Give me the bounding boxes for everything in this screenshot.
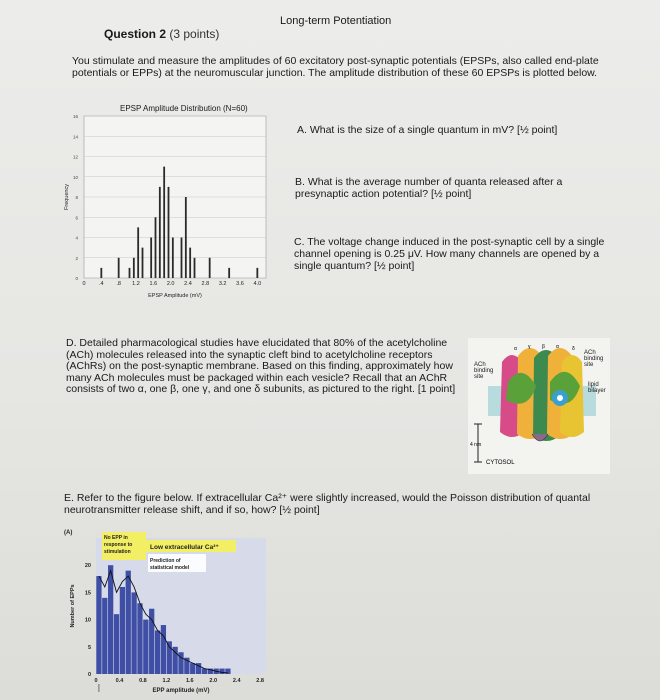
chart2-xtick-label: 0.4 bbox=[115, 678, 124, 684]
chart1-xtick-label: 2.8 bbox=[201, 281, 210, 287]
question-b: B. What is the average number of quanta released after a presynaptic action potential? [½ point] bbox=[295, 176, 563, 200]
question-c: C. The voltage change induced in the post-synaptic cell by a single channel opening is 0.25 μV. How many channels are opened by a single quantum? [½ point] bbox=[294, 236, 605, 272]
chart1-ytick-label: 4 bbox=[75, 235, 78, 241]
chart2-ytick-label: 20 bbox=[84, 563, 91, 570]
chart1-bar bbox=[142, 248, 144, 278]
chart1-epsp-distribution bbox=[56, 110, 278, 310]
chart1-xtick-label: 3.6 bbox=[236, 281, 244, 287]
chart2-xtick-label: 1.2 bbox=[162, 678, 171, 684]
question-d: D. Detailed pharmacological studies have elucidated that 80% of the acetylcholine (ACh) molecules released into the synaptic cleft bind to acetylcholine receptors (AChRs) on the post-synaptic membrane. Based on this finding, approximately how many ACh molecules must be packaged within each vesicle? Recall that an AChR consists of two α, one β, one γ, and one δ subunits, as pictured to the right. [1 point] bbox=[66, 337, 456, 395]
chart2-xtick-label: 2.8 bbox=[256, 678, 264, 684]
chart1-xtick-label: 0 bbox=[82, 281, 86, 287]
ach-binding-label-left: ACh binding site bbox=[474, 362, 494, 380]
chart1-bar bbox=[133, 258, 135, 278]
chart2-no-epp-text: stimulation bbox=[104, 549, 131, 555]
chart1-bar bbox=[181, 238, 183, 279]
chart2-bar bbox=[96, 576, 101, 674]
chart2-bar bbox=[137, 603, 142, 674]
chart2-bar bbox=[219, 669, 224, 674]
chart1-xtick-label: 1.6 bbox=[149, 281, 158, 287]
chart2-ytick-label: 0 bbox=[87, 672, 91, 678]
chart1-ylabel: Frequency bbox=[64, 184, 70, 210]
chart1-bar bbox=[155, 217, 157, 278]
chart1-bar bbox=[209, 258, 211, 278]
chart1-ytick-label: 14 bbox=[72, 134, 78, 140]
subunit-label-5: δ bbox=[572, 346, 575, 352]
chart2-xtick-label: 0 bbox=[94, 678, 98, 684]
chart1-bar bbox=[137, 227, 139, 278]
chart2-xtick-label: 2.4 bbox=[232, 678, 241, 684]
subunit-label-3: β bbox=[542, 344, 545, 350]
chart2-no-epp-text: response to bbox=[104, 542, 133, 548]
chart2-bar bbox=[143, 620, 148, 674]
chart1-xlabel: EPSP Amplitude (mV) bbox=[148, 293, 202, 299]
chart2-xtick-label: 2.0 bbox=[209, 678, 218, 684]
chart1-bar bbox=[129, 268, 131, 278]
chart2-bar bbox=[161, 625, 166, 674]
chart1-bar bbox=[194, 258, 196, 278]
chart1-ytick-label: 8 bbox=[75, 195, 78, 200]
chart2-panel-label: (A) bbox=[64, 530, 73, 536]
chart1-bar bbox=[159, 187, 161, 278]
lipid-bilayer-label: lipid bilayer bbox=[588, 382, 606, 394]
chart1-xtick-label: .4 bbox=[99, 281, 104, 287]
chart2-no-epp-text: No EPP in bbox=[104, 535, 128, 541]
chart1-bar bbox=[163, 167, 165, 278]
chart2-bar bbox=[149, 609, 154, 674]
question-a: A. What is the size of a single quantum in mV? [½ point] bbox=[297, 124, 558, 136]
question-title bbox=[104, 27, 219, 41]
subunit-label-2: γ bbox=[528, 344, 531, 350]
chart1-ytick-label: 12 bbox=[72, 154, 78, 160]
chart1-xtick-label: 2.4 bbox=[184, 281, 192, 287]
chart1-bar bbox=[189, 248, 191, 278]
chart1-bar bbox=[256, 268, 258, 278]
subunit-label-4: α bbox=[556, 344, 559, 350]
chart1-bar bbox=[118, 258, 120, 278]
question-points: (3 points) bbox=[169, 27, 220, 41]
chart1-ytick-label: 16 bbox=[72, 114, 78, 119]
chart1-xtick-label: 3.2 bbox=[218, 281, 227, 287]
chart2-ytick-label: 5 bbox=[87, 644, 91, 651]
scale-label: 4 nm bbox=[470, 442, 482, 448]
cytosol-label: CYTOSOL bbox=[486, 460, 515, 466]
chart2-epp-distribution bbox=[60, 524, 272, 700]
chart2-bar bbox=[102, 598, 107, 674]
ach-binding-label-right: ACh binding site bbox=[584, 350, 604, 368]
chart1-xtick-label: .8 bbox=[116, 281, 121, 287]
subunit-label-1: α bbox=[514, 346, 517, 352]
chart2-xtick-label: 0.8 bbox=[139, 678, 147, 684]
chart1-bar bbox=[168, 187, 170, 278]
chart1-ytick-label: 2 bbox=[75, 255, 78, 261]
chart2-prediction-text: statistical model bbox=[150, 565, 190, 571]
chart1-bar bbox=[228, 268, 230, 278]
chart1-xtick-label: 4.0 bbox=[253, 281, 262, 287]
chart2-bar bbox=[131, 592, 136, 674]
chart1-bar bbox=[150, 238, 152, 279]
chart1-ytick-label: 6 bbox=[75, 215, 78, 221]
question-number: Question 2 bbox=[104, 27, 167, 41]
intro-text: You stimulate and measure the amplitudes of 60 excitatory post-synaptic potentials (EPSPs, also called end-plate potentials or EPPs) at the neuromuscular junction. The amplitude distribution of these 60 EPSPs is plotted below. bbox=[72, 55, 599, 79]
chart2-bar bbox=[155, 630, 160, 674]
chart1-xtick-label: 2.0 bbox=[166, 281, 175, 287]
chart2-bar bbox=[126, 571, 131, 674]
chart2-bar bbox=[108, 565, 113, 674]
chart1-ytick-label: 0 bbox=[75, 276, 78, 281]
chart2-ylabel: Number of EPPs bbox=[70, 584, 76, 628]
chart2-bar bbox=[202, 669, 207, 674]
chart2-xtick-label: 1.6 bbox=[185, 678, 194, 684]
chart1-title: EPSP Amplitude Distribution (N=60) bbox=[120, 104, 248, 113]
chart2-bar bbox=[114, 614, 119, 674]
chart1-bar bbox=[185, 197, 187, 278]
chart2-ytick-label: 10 bbox=[84, 617, 91, 624]
chart2-bar bbox=[120, 587, 125, 674]
chart1-bar bbox=[100, 268, 102, 278]
chart1-bar bbox=[172, 238, 174, 279]
chart1-ytick-label: 10 bbox=[72, 174, 78, 180]
chart1-xtick-label: 1.2 bbox=[132, 281, 140, 287]
question-e: E. Refer to the figure below. If extracellular Ca²⁺ were slightly increased, would the Poisson distribution of quantal neurotransmitter release shift, and if so, how? [½ point] bbox=[64, 492, 591, 516]
page-header: Long-term Potentiation bbox=[280, 15, 392, 27]
chart2-prediction-text: Prediction of bbox=[150, 558, 181, 564]
chart2-ytick-label: 15 bbox=[84, 590, 91, 597]
chart2-bar bbox=[190, 663, 195, 674]
chart2-low-ca-text: Low extracellular Ca²⁺ bbox=[150, 544, 219, 551]
chart2-xlabel: EPP amplitude (mV) bbox=[152, 688, 210, 694]
